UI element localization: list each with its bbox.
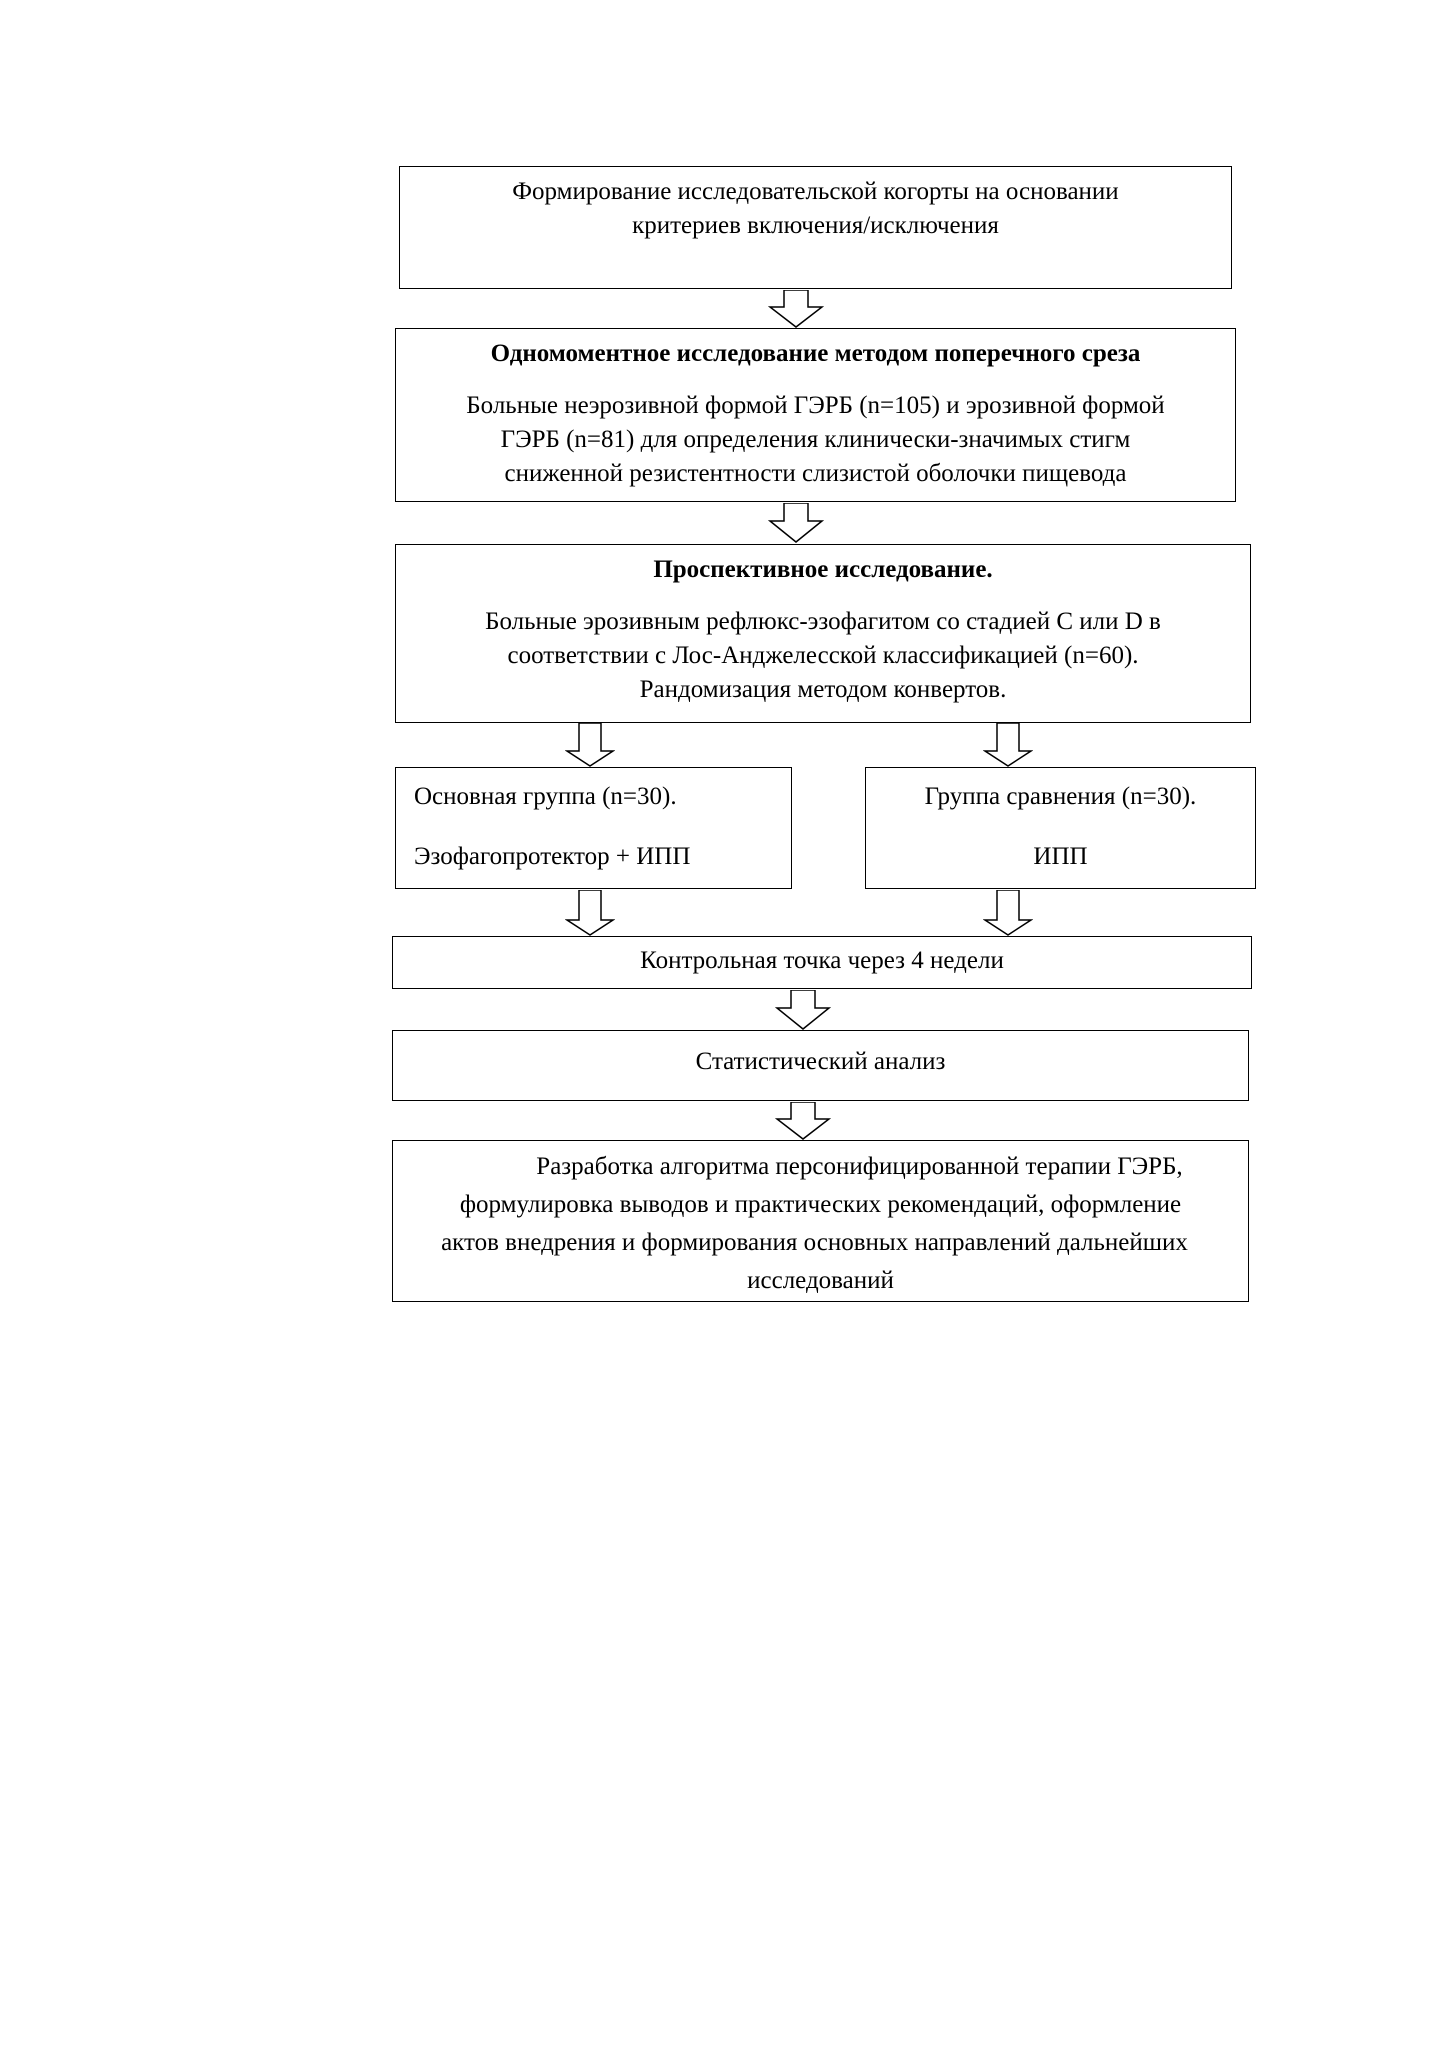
down-arrow-icon <box>768 503 824 547</box>
down-arrow-icon <box>983 890 1039 934</box>
cohort-formation-text-line-1: Формирование исследовательской когорты на основании <box>512 178 1119 205</box>
conclusion-text-line-3: актов внедрения и формирования основных направлений дальнейших <box>441 1229 1188 1256</box>
prospective-study-text-line-3: Рандомизация методом конвертов. <box>639 676 1007 703</box>
conclusion-text-line-4: исследований <box>747 1267 894 1294</box>
prospective-study-text-line-2: соответствии с Лос-Анджелесской классификацией (n=60). <box>507 642 1139 669</box>
down-arrow-shape <box>983 723 1033 767</box>
down-arrow-shape <box>983 890 1033 936</box>
comparison-group-treatment: ИПП <box>1033 843 1088 870</box>
statistical-analysis-text: Статистический анализ <box>695 1048 946 1075</box>
down-arrow-shape <box>768 290 824 328</box>
main-group-box <box>395 767 792 889</box>
prospective-study-box <box>395 544 1251 723</box>
checkpoint-text: Контрольная точка через 4 недели <box>640 947 1004 974</box>
down-arrow-shape <box>775 990 831 1030</box>
statistical-analysis-box <box>392 1030 1249 1101</box>
conclusion-box <box>392 1140 1249 1302</box>
comparison-group-title: Группа сравнения (n=30). <box>924 783 1197 810</box>
cross-sectional-study-text-line-1: Больные неэрозивной формой ГЭРБ (n=105) и эрозивной формой <box>466 392 1165 419</box>
down-arrow-icon <box>565 723 621 767</box>
conclusion-text-line-1: Разработка алгоритма персонифицированной терапии ГЭРБ, <box>536 1153 1183 1180</box>
prospective-study-title: Проспективное исследование. <box>653 556 993 583</box>
main-group-title: Основная группа (n=30). <box>414 783 677 810</box>
cross-sectional-study-title: Одномоментное исследование методом поперечного среза <box>490 340 1141 367</box>
checkpoint-box <box>392 936 1252 989</box>
down-arrow-icon <box>775 990 831 1034</box>
conclusion-text-line-2: формулировка выводов и практических рекомендаций, оформление <box>459 1191 1182 1218</box>
cross-sectional-study-box <box>395 328 1236 502</box>
down-arrow-shape <box>565 723 615 767</box>
down-arrow-icon <box>565 890 621 934</box>
down-arrow-shape <box>768 503 824 543</box>
cohort-formation-text-line-2: критериев включения/исключения <box>632 212 999 239</box>
prospective-study-text-line-1: Больные эрозивным рефлюкс-эзофагитом со стадией C или D в <box>485 608 1161 635</box>
main-group-treatment: Эзофагопротектор + ИПП <box>414 843 691 870</box>
cross-sectional-study-text-line-3: сниженной резистентности слизистой оболочки пищевода <box>504 460 1127 487</box>
down-arrow-icon <box>983 723 1039 767</box>
comparison-group-box <box>865 767 1256 889</box>
cohort-formation-box <box>399 166 1232 289</box>
down-arrow-shape <box>565 890 615 936</box>
cross-sectional-study-text-line-2: ГЭРБ (n=81) для определения клинически-значимых стигм <box>500 426 1131 453</box>
down-arrow-shape <box>775 1102 831 1140</box>
